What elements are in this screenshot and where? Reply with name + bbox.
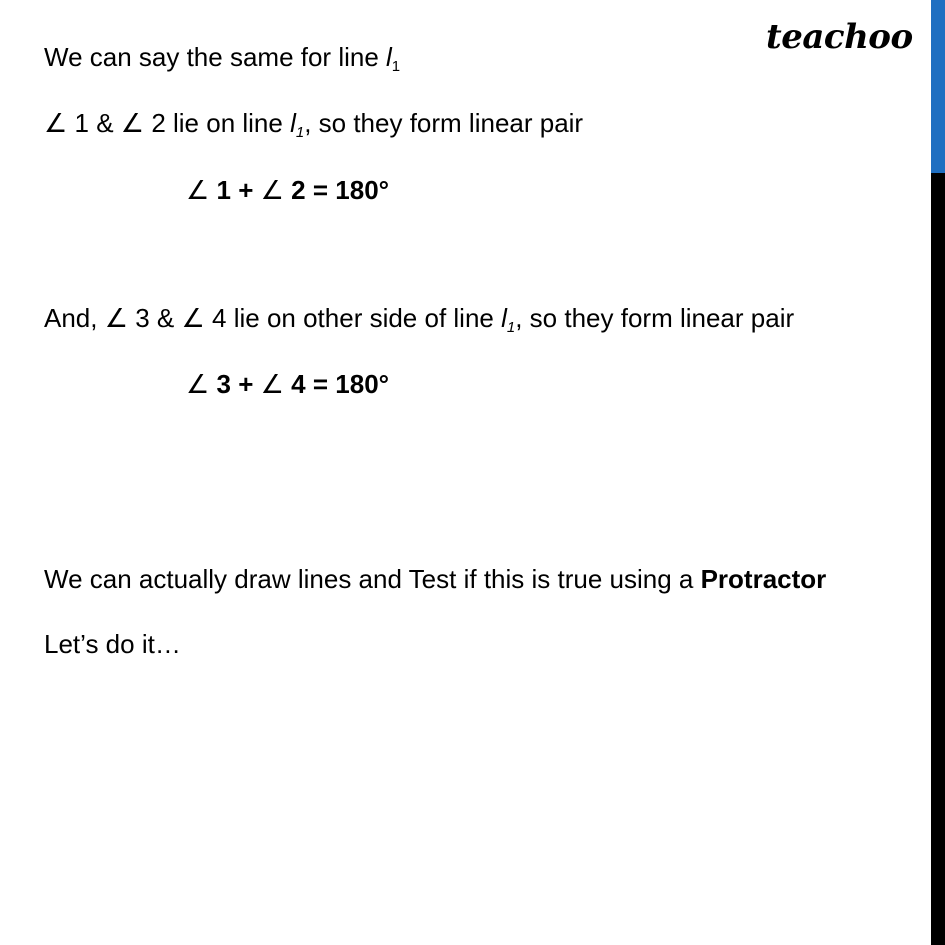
equation-angle-3-plus-4 <box>186 367 389 401</box>
line2-angle-a: ∠ 1 & <box>44 108 121 138</box>
eq1-part1: 1 + <box>209 175 261 205</box>
teachoo-logo: teachoo <box>766 17 913 57</box>
line2-angle-b: ∠ 2 lie on line <box>120 108 291 138</box>
line1-var: l <box>386 42 392 72</box>
line4-var: l <box>501 303 507 333</box>
line4-sub: 1 <box>506 319 516 336</box>
eq2-part1: 3 + <box>209 369 261 399</box>
line1-sub: 1 <box>391 58 401 75</box>
eq2-angle-symbol-1: ∠ <box>186 369 210 399</box>
eq1-angle-symbol-1: ∠ <box>186 175 210 205</box>
text-line-lets-do-it: Let’s do it… <box>44 629 181 659</box>
line2-text-end: , so they form linear pair <box>304 108 584 138</box>
line1-text: We can say the same for line <box>44 42 387 72</box>
eq2-angle-symbol-2: ∠ <box>260 369 284 399</box>
eq1-angle-symbol-2: ∠ <box>260 175 284 205</box>
eq1-part2: 2 = 180° <box>283 175 390 205</box>
line6-bold-protractor: Protractor <box>700 564 827 594</box>
equation-angle-1-plus-2 <box>186 173 389 207</box>
line6-text: We can actually draw lines and Test if this is true using a <box>44 564 701 594</box>
line2-sub: 1 <box>295 124 305 141</box>
text-line-protractor <box>44 562 826 596</box>
line4-text-start: And, ∠ 3 & ∠ 4 lie on other side of line <box>44 303 502 333</box>
sidebar-blue-accent <box>931 0 945 173</box>
right-sidebar-bar <box>931 0 945 945</box>
line4-text-end: , so they form linear pair <box>515 303 795 333</box>
text-line-same-for-l1 <box>44 40 400 74</box>
text-line-angles-3-4 <box>44 301 794 335</box>
text-line-angles-1-2 <box>44 106 583 140</box>
eq2-part2: 4 = 180° <box>283 369 390 399</box>
line2-var: l <box>290 108 296 138</box>
